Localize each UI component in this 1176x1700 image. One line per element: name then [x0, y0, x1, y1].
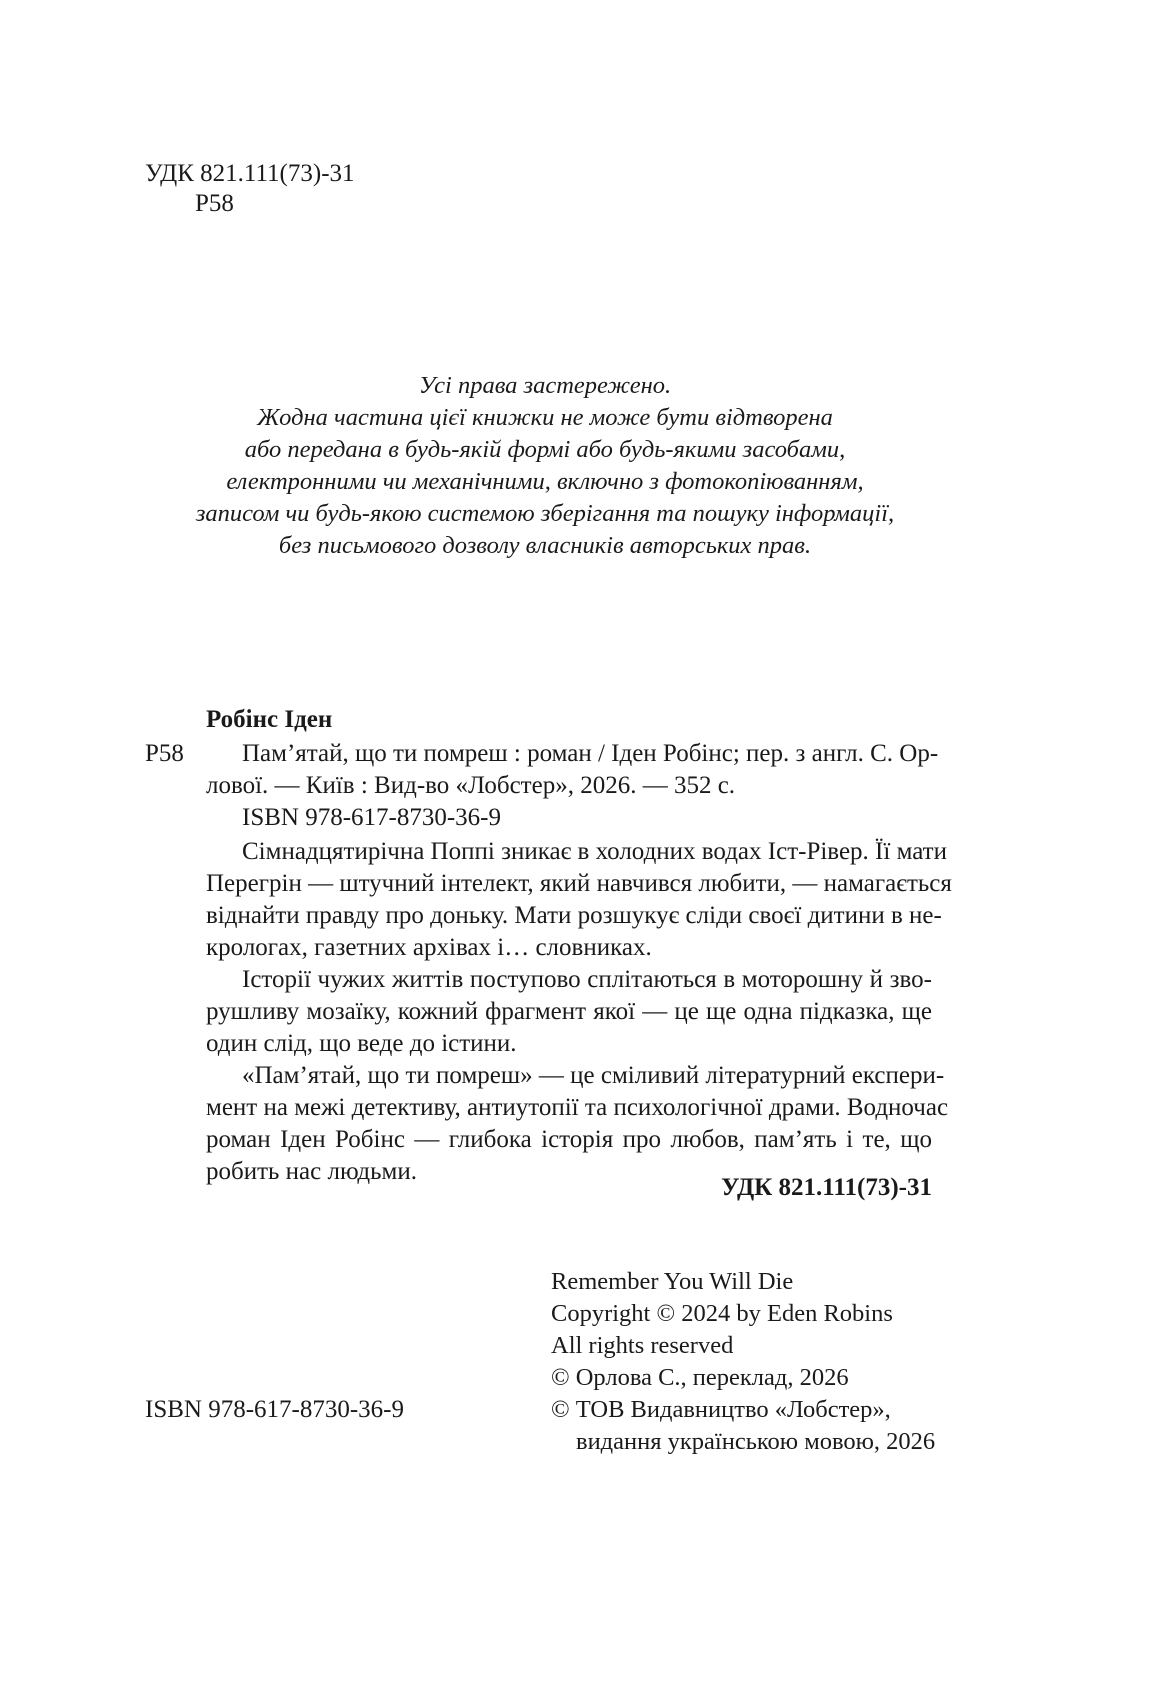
- catalog-bibliography: [206, 738, 939, 802]
- original-title: Remember You Will Die: [551, 1268, 794, 1295]
- annotation-line: роман Іден Робінс — глибока історія про любов, пам’ять і те, що: [206, 1126, 932, 1153]
- rights-line: або передана в будь-якій формі або будь-якими засобами,: [244, 436, 846, 463]
- annotation-line: Перегрін — штучний інтелект, який навчився любити, — намагається: [206, 870, 952, 897]
- annotation-line: віднайти правду про доньку. Мати розшукує сліди своєї дитини в не-: [206, 902, 942, 929]
- annotation-line: один слід, що веде до істини.: [206, 1030, 517, 1057]
- bbk-code: Р58: [195, 190, 234, 217]
- annotation-paragraph: [206, 1060, 949, 1188]
- annotation-line: «Пам’ятай, що ти помреш» — це сміливий літературний експери-: [242, 1062, 945, 1089]
- bibliography-line: лової. — Київ : Вид-во «Лобстер», 2026. — 352 с.: [206, 772, 736, 799]
- rights-line: записом чи будь-якою системою зберігання та пошуку інформації,: [195, 500, 895, 527]
- catalog-isbn: ISBN 978-617-8730-36-9: [242, 804, 502, 831]
- copyright-block: [551, 1266, 935, 1458]
- catalog-udc-bold: УДК 821.111(73)-31: [721, 1174, 932, 1201]
- copyright-line: Copyright © 2024 by Eden Robins: [551, 1300, 893, 1327]
- annotation-line: робить нас людьми.: [206, 1158, 417, 1185]
- catalog-code: Р58: [145, 740, 184, 767]
- annotation-line: Історії чужих життів поступово сплітаються в моторошну й зво-: [242, 966, 932, 993]
- udc-code: УДК 821.111(73)-31: [145, 160, 355, 187]
- isbn-footer: ISBN 978-617-8730-36-9: [145, 1396, 405, 1423]
- annotation-line: Сімнадцятирічна Поппі зникає в холодних водах Іст-Рівер. Її мати: [242, 838, 947, 865]
- copyright-line: All rights reserved: [551, 1332, 734, 1359]
- annotation-paragraph: [206, 964, 932, 1060]
- copyright-line: © Орлова С., переклад, 2026: [551, 1364, 849, 1391]
- annotation-line: мент на межі детективу, антиутопії та психологічної драми. Водночас: [206, 1094, 949, 1121]
- annotation-paragraph: [206, 836, 952, 964]
- annotation-line: рушливу мозаїку, кожний фрагмент якої — це ще одна підказка, ще: [206, 998, 932, 1025]
- rights-line: Жодна частина цієї книжки не може бути відтворена: [257, 404, 833, 431]
- bibliography-line: Пам’ятай, що ти помреш : роман / Іден Робінс; пер. з англ. С. Ор-: [242, 740, 939, 767]
- rights-line: без письмового дозволу власників авторських прав.: [278, 532, 812, 559]
- copyright-line: © ТОВ Видавництво «Лобстер»,: [551, 1396, 891, 1423]
- copyright-line: видання українською мовою, 2026: [576, 1428, 936, 1455]
- catalog-author: Робінс Іден: [206, 706, 333, 733]
- annotation-line: крологах, газетних архівах і… словниках.: [206, 934, 652, 961]
- rights-line: електронними чи механічними, включно з фотокопіюванням,: [226, 468, 864, 495]
- rights-notice: [150, 370, 940, 562]
- rights-line: Усі права застережено.: [418, 372, 672, 399]
